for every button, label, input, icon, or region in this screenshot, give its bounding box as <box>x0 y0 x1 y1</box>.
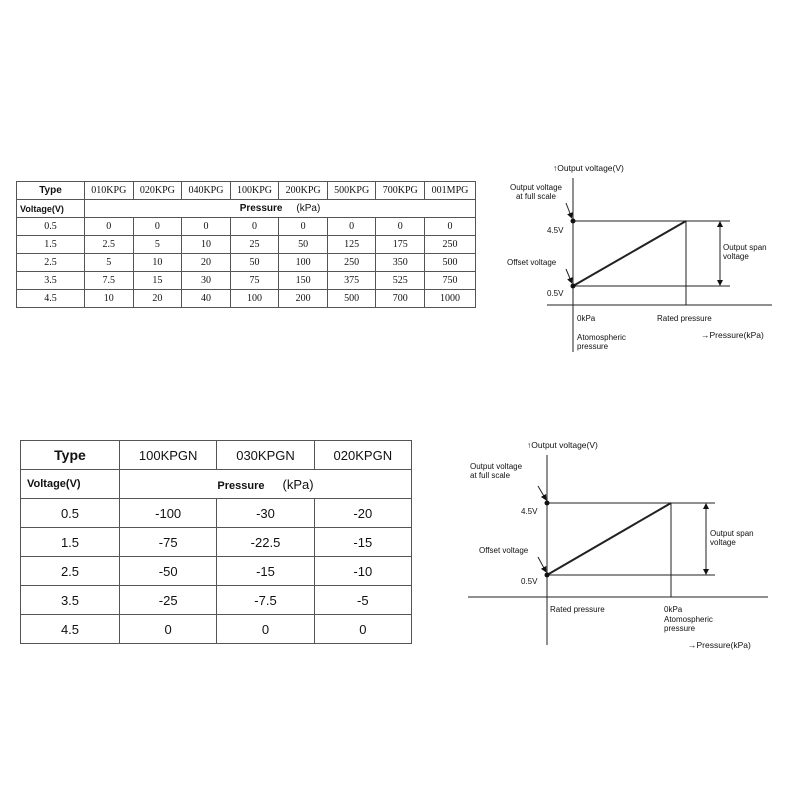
graph1-fullscale-pointer <box>566 203 571 216</box>
graph1-span-line2: voltage <box>723 252 749 261</box>
pressure-cell: -22.5 <box>217 528 314 557</box>
pressure-cell: 125 <box>327 236 376 254</box>
graph1-output-line <box>573 221 686 286</box>
graph1 <box>547 178 772 352</box>
pressure-cell: -20 <box>314 499 411 528</box>
model-header: 100KPG <box>230 182 279 200</box>
graph1-zero-label: 0kPa <box>577 314 596 323</box>
pressure-cell: 700 <box>376 290 425 308</box>
pressure-cell: 500 <box>327 290 376 308</box>
graph1-x-axis-label: →Pressure(kPa) <box>701 330 764 340</box>
pressure-label: Pressure <box>239 203 283 214</box>
pressure-cell: -5 <box>314 586 411 615</box>
graph2-low-voltage-label: 0.5V <box>521 577 538 586</box>
pressure-cell: -15 <box>217 557 314 586</box>
graph2-full-scale-line2: at full scale <box>470 471 511 480</box>
type-header: Type <box>21 441 120 470</box>
pressure-cell: 2.5 <box>85 236 134 254</box>
graph1-offset-label: Offset voltage <box>507 258 557 267</box>
model-header: 030KPGN <box>217 441 314 470</box>
pressure-cell: 40 <box>182 290 231 308</box>
pressure-cell: 100 <box>279 254 328 272</box>
pressure-cell: 25 <box>230 236 279 254</box>
pressure-cell: 0 <box>230 218 279 236</box>
pressure-unit: (kPa) <box>282 476 314 492</box>
pressure-cell: 0 <box>314 615 411 644</box>
pressure-cell: 0 <box>182 218 231 236</box>
graph2-y-axis-label: ↑Output voltage(V) <box>527 440 598 450</box>
pressure-cell: 1000 <box>425 290 476 308</box>
graph1-full-scale-label <box>505 183 567 201</box>
pressure-cell: 50 <box>279 236 328 254</box>
graph1-rated-label: Rated pressure <box>657 314 712 323</box>
graph2-atm-line1: Atomospheric <box>664 615 713 624</box>
pressure-cell: 150 <box>279 272 328 290</box>
pressure-cell: -15 <box>314 528 411 557</box>
voltage-cell: 4.5 <box>17 290 85 308</box>
pressure-cell: 750 <box>425 272 476 290</box>
type-header: Type <box>17 182 85 200</box>
voltage-header: Voltage(V) <box>17 200 85 218</box>
voltage-cell: 2.5 <box>21 557 120 586</box>
pressure-cell: 0 <box>85 218 134 236</box>
pressure-cell: 525 <box>376 272 425 290</box>
pressure-cell: 30 <box>182 272 231 290</box>
graph2-offset-pointer <box>538 557 545 570</box>
pressure-cell: -30 <box>217 499 314 528</box>
pressure-cell: -75 <box>120 528 217 557</box>
pressure-cell: 0 <box>217 615 314 644</box>
graph1-atm-line2: pressure <box>577 342 609 351</box>
pressure-cell: 0 <box>376 218 425 236</box>
graph1-fullscale-dot <box>571 219 576 224</box>
pressure-cell: 200 <box>279 290 328 308</box>
voltage-cell: 2.5 <box>17 254 85 272</box>
voltage-cell: 0.5 <box>21 499 120 528</box>
model-header: 100KPGN <box>120 441 217 470</box>
model-header: 200KPG <box>279 182 328 200</box>
pressure-cell: 0 <box>327 218 376 236</box>
model-header: 040KPG <box>182 182 231 200</box>
pressure-cell: 175 <box>376 236 425 254</box>
graph1-span-label <box>723 243 767 261</box>
pressure-cell: 0 <box>425 218 476 236</box>
graph2-fullscale-pointer <box>538 486 545 498</box>
graph2-span-line2: voltage <box>710 538 736 547</box>
pressure-cell: 375 <box>327 272 376 290</box>
model-header: 700KPG <box>376 182 425 200</box>
graph1-atm-label <box>577 333 626 351</box>
voltage-cell: 1.5 <box>21 528 120 557</box>
pressure-cell: 0 <box>120 615 217 644</box>
model-header: 020KPGN <box>314 441 411 470</box>
graph2-full-scale-line1: Output voltage <box>470 462 523 471</box>
pressure-unit: (kPa) <box>296 203 321 214</box>
graph2-rated-label: Rated pressure <box>550 605 605 614</box>
graph1-span-line1: Output span <box>723 243 767 252</box>
pressure-cell: 50 <box>230 254 279 272</box>
pressure-cell: 0 <box>279 218 328 236</box>
pressure-cell: -25 <box>120 586 217 615</box>
model-header: 500KPG <box>327 182 376 200</box>
model-header: 001MPG <box>425 182 476 200</box>
voltage-cell: 4.5 <box>21 615 120 644</box>
pressure-cell: 250 <box>327 254 376 272</box>
pressure-cell: -7.5 <box>217 586 314 615</box>
graph2-offset-dot <box>545 573 550 578</box>
pressure-cell: 0 <box>133 218 182 236</box>
graph2-fullscale-dot <box>545 501 550 506</box>
pressure-cell: 250 <box>425 236 476 254</box>
graph1-atm-line1: Atomospheric <box>577 333 626 342</box>
pressure-cell: -10 <box>314 557 411 586</box>
pressure-cell: 10 <box>133 254 182 272</box>
pressure-cell: -50 <box>120 557 217 586</box>
pressure-cell: 7.5 <box>85 272 134 290</box>
voltage-cell: 3.5 <box>21 586 120 615</box>
pressure-cell: 5 <box>85 254 134 272</box>
graph1-full-scale-line2: at full scale <box>515 192 557 201</box>
pressure-label: Pressure <box>217 479 265 492</box>
pressure-cell: 75 <box>230 272 279 290</box>
graph1-full-scale-line1: Output voltage <box>509 183 563 192</box>
graph2-x-axis-label: →Pressure(kPa) <box>688 640 751 650</box>
pressure-cell: 350 <box>376 254 425 272</box>
graph2-atm-line2: pressure <box>664 624 696 633</box>
graph2-span-line1: Output span <box>710 529 754 538</box>
voltage-cell: 3.5 <box>17 272 85 290</box>
graph2-span-label <box>710 529 754 547</box>
graph2-output-line <box>547 503 671 575</box>
voltage-cell: 1.5 <box>17 236 85 254</box>
voltage-cell: 0.5 <box>17 218 85 236</box>
graph1-low-voltage-label: 0.5V <box>547 289 564 298</box>
graph2-offset-label: Offset voltage <box>479 546 529 555</box>
model-header: 010KPG <box>85 182 134 200</box>
graph1-offset-dot <box>571 284 576 289</box>
pressure-cell: 5 <box>133 236 182 254</box>
pressure-cell: 10 <box>85 290 134 308</box>
graph2-zero-label: 0kPa <box>664 605 683 614</box>
graph2-atm-label <box>664 615 713 633</box>
graph1-y-axis-label: ↑Output voltage(V) <box>553 163 624 173</box>
pressure-cell: 20 <box>182 254 231 272</box>
pressure-cell: 10 <box>182 236 231 254</box>
pressure-cell: -100 <box>120 499 217 528</box>
pressure-cell: 500 <box>425 254 476 272</box>
pressure-cell: 15 <box>133 272 182 290</box>
voltage-header: Voltage(V) <box>21 470 120 499</box>
pressure-cell: 20 <box>133 290 182 308</box>
graph2-high-voltage-label: 4.5V <box>521 507 538 516</box>
graph2-full-scale-label <box>470 462 522 480</box>
graph1-offset-pointer <box>566 269 571 281</box>
model-header: 020KPG <box>133 182 182 200</box>
pressure-cell: 100 <box>230 290 279 308</box>
graph1-high-voltage-label: 4.5V <box>547 226 564 235</box>
